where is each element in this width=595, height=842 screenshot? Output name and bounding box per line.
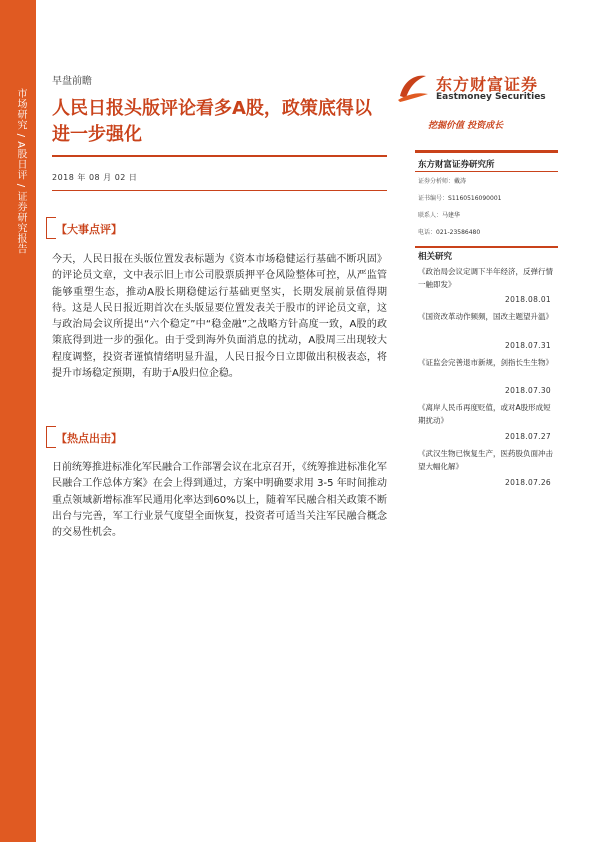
left-sidebar: [0, 0, 36, 842]
brand-name-cn: 东方财富证券: [436, 75, 539, 94]
institute-divider: [415, 171, 558, 172]
analyst-label: 证券分析师：: [418, 178, 455, 185]
analyst-row: [418, 176, 466, 185]
contact-row: [418, 210, 460, 219]
phone-value: 021-23586480: [436, 229, 481, 236]
analyst-value: 戴涛: [454, 178, 467, 185]
related-item[interactable]: 《国资改革动作频频，国改主题望升温》: [418, 312, 553, 321]
report-date: 2018 年 08 月 02 日: [52, 173, 138, 182]
related-item[interactable]: 《武汉生物已恢复生产，医药股负面冲击望大幅化解》: [418, 449, 553, 471]
related-item-date: 2018.07.30: [505, 386, 551, 395]
related-item[interactable]: 《政治局会议定调下半年经济，反弹行情一触即发》: [418, 267, 553, 289]
related-item-date: 2018.07.31: [505, 341, 551, 350]
institute-name: 东方财富证券研究所: [418, 160, 495, 170]
title-divider: [52, 155, 387, 157]
brand-name-en: Eastmoney Securities: [436, 92, 546, 102]
contact-value: 马建华: [442, 212, 461, 219]
related-item[interactable]: 《证监会完善退市新规，剑指长生生物》: [418, 358, 553, 367]
brand-logo: [396, 70, 556, 110]
brand-slogan: 挖掘价值 投资成长: [428, 121, 504, 131]
related-item-date: 2018.07.26: [505, 478, 551, 487]
brand-mark-icon: [396, 70, 430, 104]
section-body-events: 今天，人民日报在头版位置发表标题为《资本市场稳健运行基础不断巩固》的评论员文章，文中表示旧上市公司股票质押平仓风险整体可控，从严监管能够重塑生态，推动A股长期稳健运行基础更坚实，长期发展前景值得期待。这是人民日报近期首次在头版显要位置发表关于股市的评论员文章，这与政治局会议所提出“六个稳定”中“稳金融”之战略方针高度一致，A股的政策底得到进一步的强化。由于受到海外负面消息的扰动，A股周三出现较大程度调整，投资者谨慎情绪明显升温，人民日报今日立即做出积极表态，将提升市场稳定预期，有助于A股归位企稳。: [52, 254, 387, 380]
related-item[interactable]: 《离岸人民币再度贬值，或对A股形成短期扰动》: [418, 403, 551, 425]
section-body-hotspot: 日前统筹推进标准化军民融合工作部署会议在北京召开，《统筹推进标准化军民融合工作总体方案》在会上得到通过，方案中明确要求用 3-5 年时间推动重点领域新增标准军民通用化率达到60%以上，随着军民融合相关政策不断出台与完善，军工行业景气度望全面恢复，投资者可适当关注军民融合概念的交易性机会。: [52, 462, 387, 539]
related-heading: 相关研究: [418, 252, 453, 262]
section-heading-events: 【大事点评】: [56, 223, 122, 236]
page-title: 人民日报头版评论看多A股，政策底得以进一步强化: [52, 98, 372, 145]
contact-label: 联系人：: [418, 212, 443, 219]
license-value: S1160516090001: [448, 195, 502, 202]
date-divider: [52, 190, 387, 191]
related-item-date: 2018.08.01: [505, 295, 551, 304]
institute-divider-top: [415, 150, 558, 153]
related-item-date: 2018.07.27: [505, 432, 551, 441]
phone-label: 电话：: [418, 229, 437, 236]
report-category: 早盘前瞻: [52, 76, 92, 87]
phone-row: [418, 227, 480, 236]
section-heading-hotspot: 【热点出击】: [56, 432, 122, 445]
license-row: [418, 193, 501, 202]
license-label: 证书编号：: [418, 195, 449, 202]
sidebar-label: 市场研究 / A股日评 / 证券研究报告: [15, 88, 26, 255]
related-divider-top: [415, 246, 558, 248]
